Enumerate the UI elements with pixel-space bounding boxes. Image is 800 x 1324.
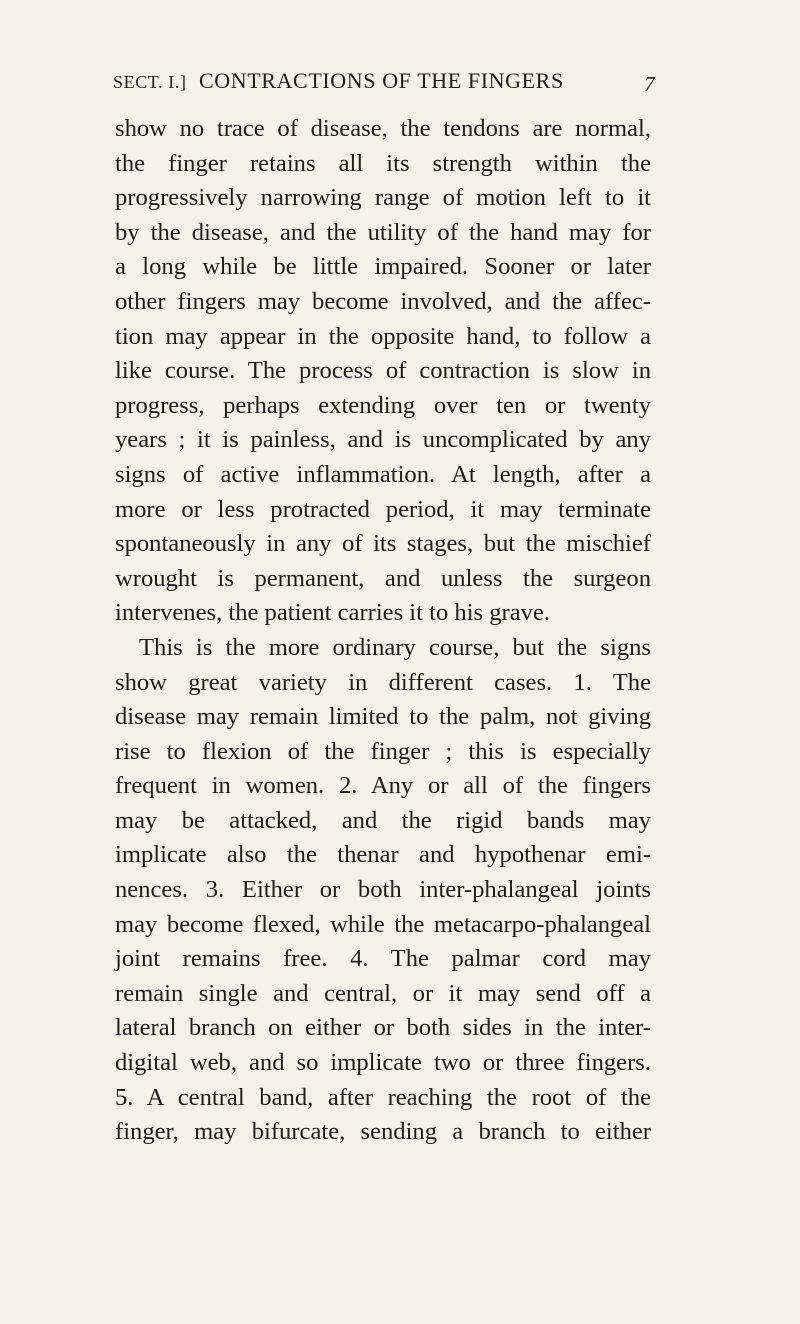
- text-line: tion may appear in the opposite hand, to follow a: [115, 322, 651, 350]
- text-line: progressively narrowing range of motion left to it: [115, 184, 651, 212]
- text-line: show great variety in different cases. 1. The: [115, 668, 651, 696]
- text-line: the finger retains all its strength within the: [115, 149, 651, 177]
- text-line: finger, may bifurcate, sending a branch to either: [115, 1118, 651, 1146]
- text-line: like course. The process of contraction is slow in: [115, 357, 651, 385]
- text-line: digital web, and so implicate two or three fingers.: [115, 1049, 651, 1077]
- text-line: disease may remain limited to the palm, not giving: [115, 703, 651, 731]
- section-label: SECT. I.]: [113, 72, 187, 92]
- text-line: This is the more ordinary course, but the signs: [139, 633, 651, 661]
- text-line: rise to flexion of the finger ; this is especially: [115, 737, 651, 765]
- text-line: other fingers may become involved, and the affec-: [115, 287, 651, 315]
- text-line: intervenes, the patient carries it to his grave.: [115, 599, 551, 627]
- text-line: more or less protracted period, it may terminate: [115, 495, 651, 523]
- text-line: joint remains free. 4. The palmar cord may: [115, 945, 651, 973]
- body-text: [115, 112, 651, 1150]
- text-line: signs of active inflammation. At length, after a: [115, 460, 651, 488]
- text-line: nences. 3. Either or both inter-phalangeal joints: [115, 876, 651, 904]
- running-head: [113, 66, 655, 100]
- text-line: implicate also the thenar and hypothenar emi-: [115, 841, 651, 869]
- text-line: spontaneously in any of its stages, but the mischief: [115, 530, 651, 558]
- text-line: wrought is permanent, and unless the surgeon: [115, 564, 651, 592]
- running-title: CONTRACTIONS OF THE FINGERS: [199, 68, 564, 93]
- text-line: a long while be little impaired. Sooner or later: [115, 253, 651, 281]
- text-line: may be attacked, and the rigid bands may: [115, 806, 651, 834]
- text-line: by the disease, and the utility of the hand may for: [115, 218, 651, 246]
- page-number: 7: [644, 72, 655, 96]
- text-line: progress, perhaps extending over ten or twenty: [115, 391, 651, 419]
- text-line: may become flexed, while the metacarpo-phalangeal: [115, 910, 651, 938]
- text-line: show no trace of disease, the tendons are normal,: [115, 115, 651, 142]
- text-line: frequent in women. 2. Any or all of the fingers: [115, 772, 651, 800]
- text-line: lateral branch on either or both sides in the inter-: [115, 1014, 651, 1042]
- text-line: 5. A central band, after reaching the root of the: [115, 1083, 651, 1111]
- text-line: remain single and central, or it may send off a: [115, 979, 651, 1007]
- text-line: years ; it is painless, and is uncomplicated by any: [115, 426, 651, 454]
